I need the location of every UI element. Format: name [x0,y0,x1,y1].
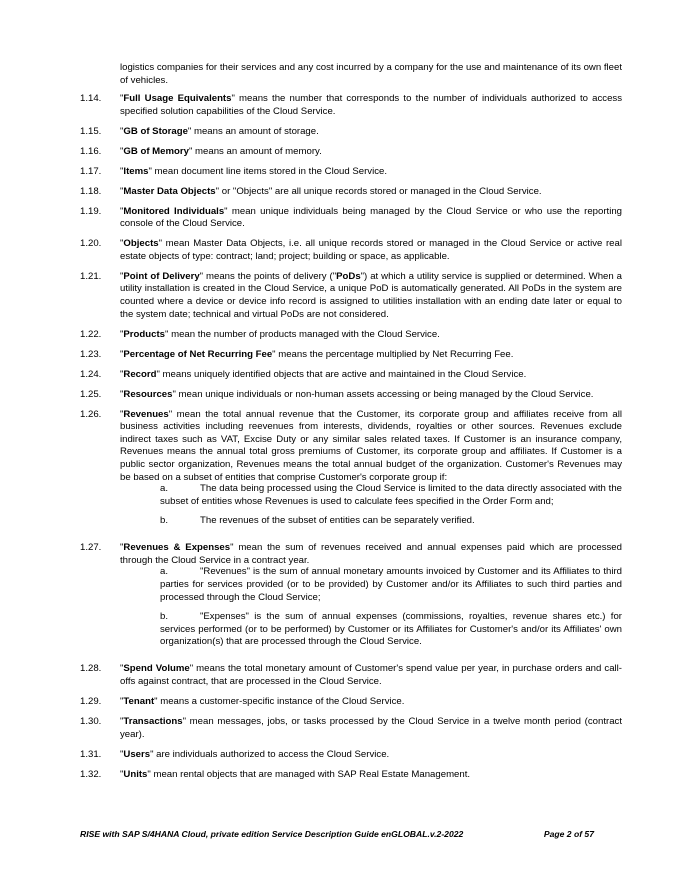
definition-term: GB of Storage [123,125,188,137]
definition-text [120,271,622,321]
definition-number: 1.25. [80,388,102,400]
definition-text [120,716,622,741]
definition-term: Record [123,368,157,380]
definition-item [80,716,622,741]
sub-clause [160,515,622,528]
definition-item [80,542,622,656]
definition-text [120,769,622,782]
sub-clause [160,566,622,604]
definition-term: Monitored Individuals [123,205,225,217]
open-quote: " [120,185,124,197]
sub-clause-text: "Revenues" is the sum of annual monetary amounts invoiced by Customer and its Affiliates to third parties for services provided (or to be provided) by Customer and/or its Affiliates to such third parties and processed through the Cloud Service; [160,566,622,603]
definition-item [80,696,622,709]
definition-text [120,146,622,159]
definition-number: 1.31. [80,748,102,760]
definition-term: Units [123,768,148,780]
definition-item [80,749,622,762]
definition-number: 1.18. [80,185,102,197]
sub-clauses [160,566,622,649]
definition-item [80,329,622,342]
definition-body: " mean the number of products managed with the Cloud Service. [165,328,440,340]
definition-text [120,696,622,709]
open-quote: " [120,145,124,157]
open-quote: " [120,93,124,105]
definition-body: " means the percentage multiplied by Net Recurring Fee. [272,348,514,360]
definition-term: Master Data Objects [123,185,216,197]
sub-clause-letter: a. [160,566,169,578]
open-quote: " [120,368,124,380]
sub-clause-letter: b. [160,515,169,527]
definition-number: 1.21. [80,270,102,282]
definition-text [120,166,622,179]
definition-text [120,369,622,382]
definition-body: ") at which a utility service is supplied or determined. When a utility installation is created in the Cloud Service, a unique PoD is automatically generated. All PoDs in the system are counted where a device or device info record is assigned to utilities installation with an ending date later or equal to the system date; technical and virtual PoDs are not considered. [120,270,622,320]
open-quote: " [120,768,124,780]
definition-text [120,329,622,342]
open-quote: " [120,348,124,360]
definition-number: 1.17. [80,165,102,177]
definition-item [80,389,622,402]
definition-number: 1.30. [80,716,102,727]
definition-number: 1.16. [80,145,102,157]
definition-term: Percentage of Net Recurring Fee [123,348,273,360]
definition-number: 1.20. [80,238,102,250]
definition-term: Tenant [123,696,155,708]
definition-body: " or "Objects" are all unique records stored or managed in the Cloud Service. [215,185,542,197]
definition-number: 1.27. [80,542,102,554]
definition-number: 1.19. [80,205,102,217]
definition-body: " mean the total annual revenue that the Customer, its corporate group and affiliates receive from all business activities including reevenues from interests, dividends, royalties or other sources. Revenues exclude indirect taxes such as VAT, Excise Duty or any similar sales related taxes. If Customer is an insurance company, Revenues means the annual total gross premiums of Customer, its corporate group and affiliates. If Customer is a public sector organization, Revenues means the total annual budget of the organization. Customer's Revenues may be based on a subset of entities that comprise Customer's corporate group if: [120,408,622,483]
definition-number: 1.23. [80,348,102,360]
sub-clause [160,611,622,649]
definition-body: " mean messages, jobs, or tasks processed by the Cloud Service in a twelve month period (contract year). [120,716,622,740]
definition-body: " mean Master Data Objects, i.e. all unique records stored or managed in the Cloud Service or active real estate objects of type: contract; land; project; building or space, as applicable. [120,238,622,262]
footer-doc-title: RISE with SAP S/4HANA Cloud, private edition Service Description Guide enGLOBAL.v.2-2022 [80,829,464,839]
definition-body: " mean the sum of revenues received and annual expenses paid which are processed through the Cloud Service in a contract year. [120,542,622,566]
definition-mid: " means the points of delivery (" [199,270,337,282]
definition-body: " means the number that corresponds to the number of individuals authorized to access specified solution capabilities of the Cloud Service. [120,93,622,117]
open-quote: " [120,408,124,420]
definition-body: " means a customer-specific instance of the Cloud Service. [154,696,405,708]
definition-term: Spend Volume [123,663,190,675]
definition-term: Objects [123,238,159,250]
sub-clauses [160,483,622,528]
page-footer [80,829,622,839]
definition-number: 1.32. [80,768,102,780]
open-quote: " [120,205,124,217]
definition-term: Users [123,748,151,760]
definition-text [120,93,622,118]
definition-item [80,271,622,321]
definition-body: " means an amount of storage. [187,125,319,137]
definition-body: " means an amount of memory. [188,145,322,157]
sub-clause [160,483,622,508]
open-quote: " [120,663,124,675]
definition-text [120,126,622,139]
definition-term: Items [123,165,149,177]
open-quote: " [120,238,124,250]
definition-term: Products [123,328,165,340]
definition-text [120,389,622,402]
open-quote: " [120,716,124,727]
definition-item [80,349,622,362]
definition-body: " mean document line items stored in the Cloud Service. [148,165,388,177]
definition-term: Resources [123,388,173,400]
definition-term: Transactions [123,716,183,727]
definition-item [80,93,622,118]
sub-clause-text: "Expenses" is the sum of annual expenses (commissions, royalties, revenue shares etc.) for services performed (or to be performed) by Customer or its Affiliates for Customer's and/or its Affiliates' own organization(s) that are processed through the Cloud Service. [160,611,622,648]
definition-term: Full Usage Equivalents [123,93,232,105]
open-quote: " [120,270,124,282]
definition-body: " mean unique individuals or non-human assets accessing or being managed by the Cloud Service. [172,388,594,400]
definition-text [120,349,622,362]
open-quote: " [120,388,124,400]
definition-number: 1.29. [80,696,102,708]
definition-term: Revenues & Expenses [123,542,231,554]
definition-item [80,146,622,159]
definition-text [120,186,622,199]
definitions-section [80,62,622,789]
definition-number: 1.26. [80,408,102,420]
definition-body: " are individuals authorized to access the Cloud Service. [150,748,390,760]
definition-term-abbrev: PoDs [336,270,361,282]
definition-item [80,409,622,535]
definition-item [80,186,622,199]
definition-body: " means uniquely identified objects that are active and maintained in the Cloud Service. [156,368,527,380]
definition-number: 1.22. [80,328,102,340]
definition-item [80,206,622,231]
open-quote: " [120,328,124,340]
definition-text [120,749,622,762]
definition-number: 1.14. [80,93,102,105]
definition-item [80,126,622,139]
definition-text [120,663,622,688]
definition-text [120,409,622,535]
definition-number: 1.28. [80,663,102,675]
open-quote: " [120,125,124,137]
definition-number: 1.15. [80,125,102,137]
open-quote: " [120,748,124,760]
definition-text [120,238,622,263]
definition-item [80,663,622,688]
definition-item [80,166,622,179]
open-quote: " [120,542,124,554]
definition-term: Point of Delivery [123,270,200,282]
definition-text [120,542,622,656]
definition-term: GB of Memory [123,145,189,157]
footer-page-number: Page 2 of 57 [543,829,594,839]
sub-clause-text: The data being processed using the Cloud Service is limited to the data directly associated with the subset of entities whose Revenues is used to calculate fees specified in the Order Form and; [160,483,622,507]
definition-body: " mean rental objects that are managed with SAP Real Estate Management. [147,768,471,780]
continued-paragraph: logistics companies for their services and any cost incurred by a company for the use and maintenance of its own fleet of vehicles. [120,62,622,86]
definition-text [120,206,622,231]
open-quote: " [120,165,124,177]
definition-item [80,369,622,382]
sub-clause-text: The revenues of the subset of entities can be separately verified. [200,515,475,527]
definition-body: " mean unique individuals being managed by the Cloud Service or who use the reporting console of the Cloud Service. [120,205,622,230]
definition-body: " means the total monetary amount of Customer's spend value per year, in purchase orders and call-offs against contract, that are processed in the Cloud Service. [120,663,622,688]
definition-item [80,769,622,782]
sub-clause-letter: a. [160,483,169,495]
definition-number: 1.24. [80,368,102,380]
open-quote: " [120,696,124,708]
definition-term: Revenues [123,408,169,420]
definitions-list [80,93,622,781]
definition-item [80,238,622,263]
sub-clause-letter: b. [160,611,169,623]
